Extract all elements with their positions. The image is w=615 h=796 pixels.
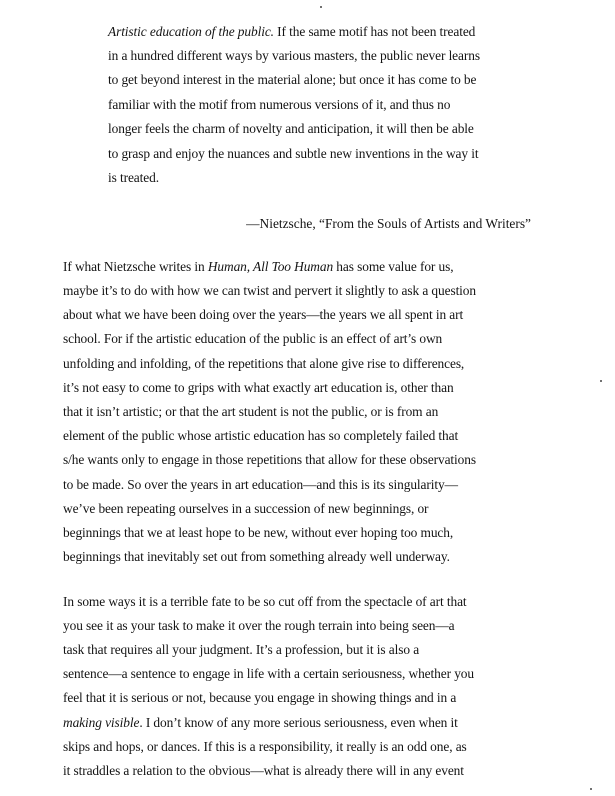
paragraph-line: that it isn’t artistic; or that the art student is not the public, or is from an <box>63 404 439 419</box>
quote-line: familiar with the motif from numerous versions of it, and thus no <box>108 97 451 112</box>
book-title: Human, All Too Human <box>207 259 334 274</box>
paragraph-line: you see it as your task to make it over the rough terrain into being seen—a <box>63 618 455 633</box>
paragraph-line: it’s not easy to come to grips with what exactly art education is, other than <box>63 380 454 395</box>
quote-attribution: —Nietzsche, “From the Souls of Artists and Writers” <box>246 216 531 231</box>
paragraph-line: making visible. I don’t know of any more serious seriousness, even when it <box>63 715 458 730</box>
paragraph-line: beginnings that inevitably set out from something already well underway. <box>63 549 450 564</box>
paragraph-line: about what we have been doing over the years—the years we all spent in art <box>63 307 464 322</box>
quote-line: Artistic education of the public. If the same motif has not been treated <box>108 24 476 39</box>
paragraph-line: beginnings that we at least hope to be new, without ever hoping too much, <box>63 525 454 540</box>
paragraph-line: unfolding and infolding, of the repetitions that alone give rise to differences, <box>63 356 465 371</box>
quote-italic-heading: Artistic education of the public. <box>108 24 274 39</box>
paragraph-line: feel that it is serious or not, because you engage in showing things and in a <box>63 690 457 705</box>
emphasis-making-visible: making visible <box>63 715 140 730</box>
quote-line: is treated. <box>108 170 159 185</box>
quote-line: longer feels the charm of novelty and anticipation, it will then be able <box>108 121 474 136</box>
quote-line: to grasp and enjoy the nuances and subtle new inventions in the way it <box>108 146 479 161</box>
quote-line: in a hundred different ways by various masters, the public never learns <box>108 48 480 63</box>
scan-speck <box>320 6 322 8</box>
paragraph-line: If what Nietzsche writes in Human, All Too Human has some value for us, <box>63 259 454 274</box>
paragraph-line: task that requires all your judgment. It’s a profession, but it is also a <box>63 642 420 657</box>
paragraph-line: school. For if the artistic education of the public is an effect of art’s own <box>63 331 443 346</box>
scan-speck <box>590 788 592 790</box>
scan-speck <box>600 380 602 382</box>
paragraph-line: In some ways it is a terrible fate to be so cut off from the spectacle of art that <box>63 594 467 609</box>
paragraph-line: skips and hops, or dances. If this is a responsibility, it really is an odd one, as <box>63 739 467 754</box>
paragraph-line: maybe it’s to do with how we can twist and pervert it slightly to ask a question <box>63 283 476 298</box>
paragraph-line: we’ve been repeating ourselves in a succession of new beginnings, or <box>63 501 429 516</box>
paragraph-line: sentence—a sentence to engage in life with a certain seriousness, whether you <box>63 666 474 681</box>
paragraph-line: element of the public whose artistic education has so completely failed that <box>63 428 459 443</box>
paragraph-line: it straddles a relation to the obvious—what is already there will in any event <box>63 763 464 778</box>
paragraph-line: s/he wants only to engage in those repetitions that allow for these observations <box>63 452 476 467</box>
quote-line: to get beyond interest in the material alone; but once it has come to be <box>108 72 477 87</box>
paragraph-line: to be made. So over the years in art education—and this is its singularity— <box>63 477 458 492</box>
